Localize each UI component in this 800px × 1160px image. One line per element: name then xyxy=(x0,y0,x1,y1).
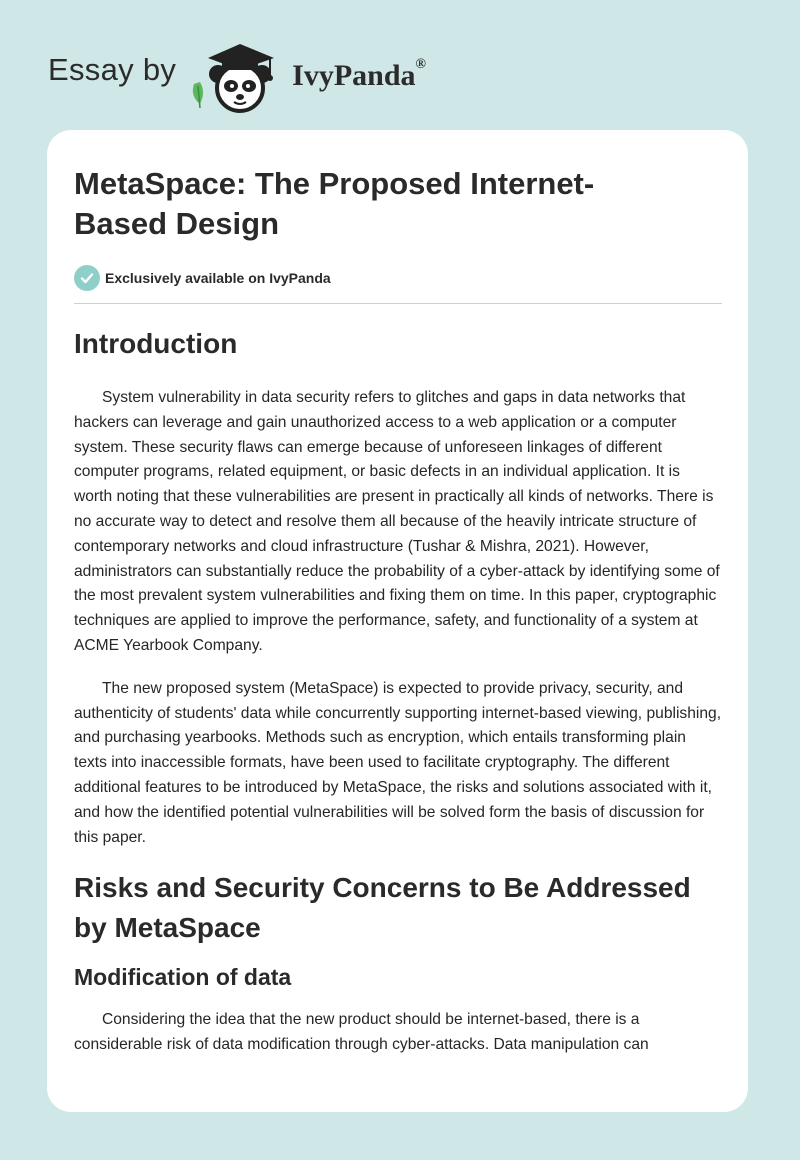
check-icon xyxy=(74,265,100,291)
subsection-heading-modification: Modification of data xyxy=(74,964,292,991)
paragraph-intro-1: System vulnerability in data security refers to glitches and gaps in data networks that hackers can leverage and gain unauthorized access to a web application or a computer system. These security flaws can emerge because of unforeseen linkages of different computer programs, related equipment, or basic defects in an individual application. It is worth noting that these vulnerabilities are present in practically all kinds of networks. There is no accurate way to detect and resolve them all because of the heavily intricate structure of contemporary networks and cloud infrastructure (Tushar & Mishra, 2021). However, administrators can substantially reduce the probability of a cyber-attack by identifying some of the most prevalent system vulnerabilities and fixing them on time. In this paper, cryptographic techniques are applied to improve the performance, safety, and functionality of a system at ACME Yearbook Company. xyxy=(74,389,720,654)
document-card xyxy=(47,130,748,1112)
section-heading-introduction: Introduction xyxy=(74,328,238,359)
registered-mark: ® xyxy=(415,57,427,72)
brand-name: IvyPanda® xyxy=(292,57,427,92)
page-title: MetaSpace: The Proposed Internet-Based Design xyxy=(74,166,595,241)
brand-prefix: Essay by xyxy=(48,52,177,87)
panda-logo-icon xyxy=(188,34,288,114)
paragraph-intro-2: The new proposed system (MetaSpace) is expected to provide privacy, security, and authenticity of students' data while concurrently supporting internet-based viewing, publishing, and purchasing yearbooks. Methods such as encryption, which entails transforming plain texts into inaccessible formats, have been used to facilitate cryptography. The different additional features to be introduced by MetaSpace, the risks and solutions associated with it, and how the identified potential vulnerabilities will be solved form the basis of discussion for this paper. xyxy=(74,679,722,846)
divider xyxy=(74,303,722,304)
badge-label: Exclusively available on IvyPanda xyxy=(105,270,331,286)
paragraph-modification-1: Considering the idea that the new product should be internet-based, there is a considerable risk of data modification through cyber-attacks. Data manipulation can xyxy=(74,1011,649,1054)
brand-header xyxy=(48,34,426,114)
section-heading-risks: Risks and Security Concerns to Be Addressed by MetaSpace xyxy=(74,872,691,944)
exclusive-badge xyxy=(74,264,722,292)
